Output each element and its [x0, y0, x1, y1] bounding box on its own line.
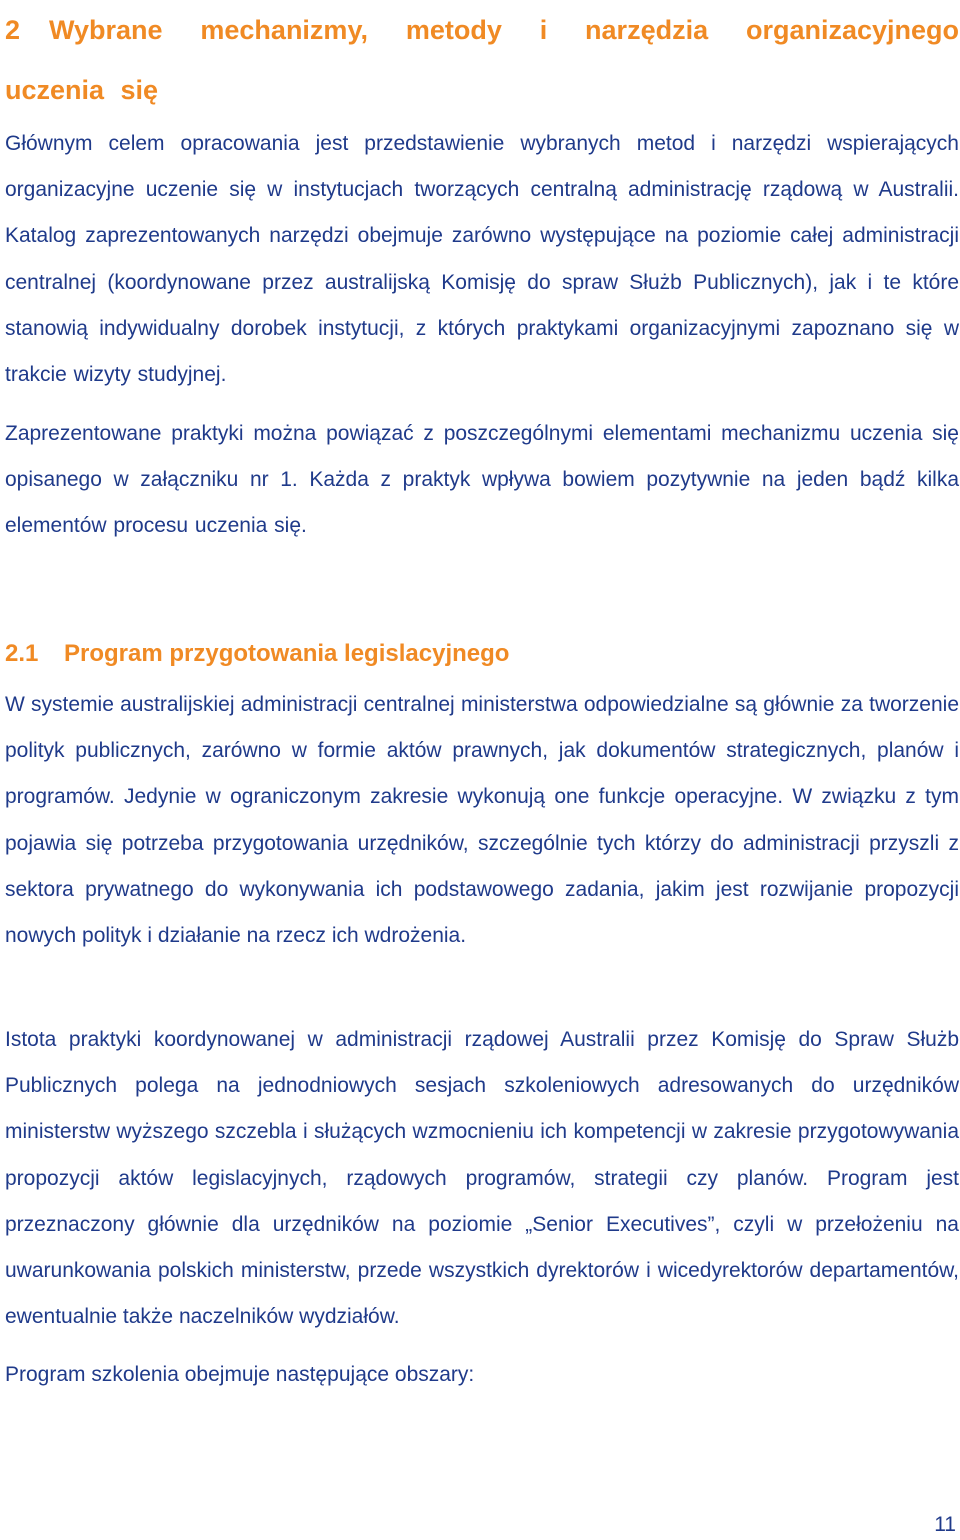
- subsection-paragraph-2: Istota praktyki koordynowanej w administracji rządowej Australii przez Komisję do Spraw Służb Publicznych polega na jednodniowych sesjach szkoleniowych adresowanych do urzędników ministerstw wyższego szczebla i służących wzmocnieniu ich kompetencji w zakresie przygotowywania propozycji aktów legislacyjnych, rządowych programów, strategii czy planów. Program jest przeznaczony głównie dla urzędników na poziomie „Senior Executives”, czyli w przełożeniu na uwarunkowania polskich ministerstw, przede wszystkich dyrektorów i wicedyrektorów departamentów, ewentualnie także naczelników wydziałów.: [5, 1028, 959, 1329]
- subsection-paragraph-1: W systemie australijskiej administracji centralnej ministerstwa odpowiedzialne są głównie za tworzenie polityk publicznych, zarówno w formie aktów prawnych, jak dokumentów strategicznych, planów i programów. Jedynie w ograniczonym zakresie wykonują one funkcje operacyjne. W związku z tym pojawia się potrzeba przygotowania urzędników, szczególnie tych którzy do administracji przyszli z sektora prywatnego do wykonywania ich podstawowego zadania, jakim jest rozwijanie propozycji nowych polityk i działanie na rzecz ich wdrożenia.: [5, 693, 959, 948]
- subsection-title: Program przygotowania legislacyjnego: [64, 640, 510, 667]
- section-heading: [5, 0, 959, 120]
- section-number: 2: [5, 15, 21, 45]
- page-number: 11: [934, 1513, 956, 1536]
- subsection-number: 2.1: [5, 640, 39, 667]
- intro-paragraph-1: Głównym celem opracowania jest przedstawienie wybranych metod i narzędzi wspierających organizacyjne uczenie się w instytucjach tworzących centralną administrację rządową w Australii. Katalog zaprezentowanych narzędzi obejmuje zarówno występujące na poziomie całej administracji centralnej (koordynowane przez australijską Komisję do spraw Służb Publicznych), jak i te które stanowią indywidualny dorobek instytucji, z których praktykami organizacyjnymi zapoznano się w trakcie wizyty studyjnej.: [5, 132, 959, 387]
- section-title: Wybrane mechanizmy, metody i narzędzia organizacyjnego uczenia się: [5, 15, 959, 105]
- subsection-paragraph-3: Program szkolenia obejmuje następujące obszary:: [5, 1363, 475, 1386]
- subsection-heading: [5, 632, 509, 676]
- intro-paragraph-2: Zaprezentowane praktyki można powiązać z poszczególnymi elementami mechanizmu uczenia się opisanego w załączniku nr 1. Każda z praktyk wpływa bowiem pozytywnie na jeden bądź kilka elementów procesu uczenia się.: [5, 422, 959, 538]
